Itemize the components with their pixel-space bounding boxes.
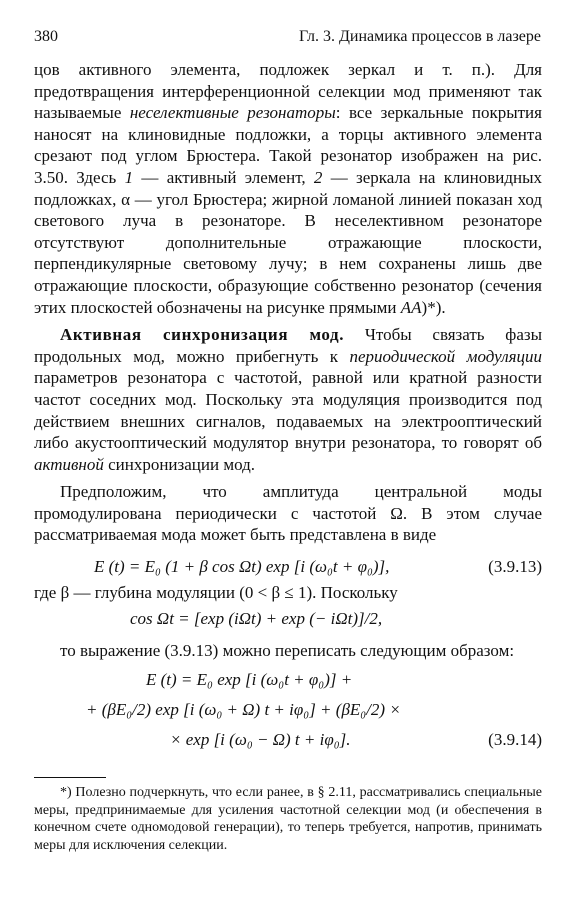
term-nonselective-resonators: неселективные резонаторы <box>129 103 336 123</box>
equation-3-9-13 <box>34 552 542 582</box>
text-run: цов активного элемента, подложек зеркал и т. п.). Для предотвращения интерференционной селекции мод применяют так называемые <box>34 60 542 123</box>
text-run: параметров резонатора с частотой, равной или кратной разности частот соседних мод. Поскольку эта модуляция производится под действием внешних сигналов, подаваемых на электрооптический либо акустооптический модулятор внутри резонатора, то говорят об <box>34 368 542 453</box>
paragraph-active-mode-locking <box>34 324 542 475</box>
text-run: : все зеркальные покрытия наносят на клиновидные подложки, а торцы активного элемента срезают под углом Брюстера. Такой резонатор изображен на рис. 3.50. Здесь <box>34 103 542 187</box>
equation-cos-identity <box>34 604 542 634</box>
text-run: )*). <box>421 297 446 317</box>
equation-3-9-14-line-1 <box>34 665 542 695</box>
equation-expression: + (βE₀/2) exp [i (ω₀ + Ω) t + iφ₀] + (βE₀/2) × <box>86 700 401 720</box>
paragraph-assumption: Предположим, что амплитуда центральной моды промодулирована периодически с частотой Ω. В этом случае рассматриваемая мода может быть представлена в виде <box>34 482 542 545</box>
label-2: 2 <box>313 167 323 187</box>
equation-expression: cos Ωt = [exp (iΩt) + exp (− iΩt)]/2, <box>130 608 383 628</box>
term-active: активной <box>34 454 104 474</box>
equation-expression: E (t) = E₀ exp [i (ω₀t + φ₀)] + <box>146 670 353 690</box>
text-run: синхронизации мод. <box>103 454 255 474</box>
equation-3-9-14-line-2 <box>34 695 542 725</box>
running-header <box>34 26 541 48</box>
footnote-text: *) Полезно подчеркнуть, что если ранее, в § 2.11, рассматривались специальные меры, предпринимаемые для усиления частотной селекции мод (и обеспечения в конечном счете одномодовой генерации), то теперь требуется, напротив, принимать меры для исключения селекции. <box>34 785 542 853</box>
paragraph-nonselective-resonators <box>34 59 542 318</box>
equation-expression: E (t) = E₀ (1 + β cos Ωt) exp [i (ω₀t + φ₀)], <box>94 557 390 577</box>
main-text <box>34 59 542 755</box>
page-number: 380 <box>34 28 58 45</box>
footnote-rule <box>34 777 106 778</box>
running-title: Гл. 3. Динамика процессов в лазере <box>298 28 541 45</box>
section-run-in-heading: Активная синхронизация мод. <box>60 325 345 345</box>
equation-number: (3.9.13) <box>488 557 542 577</box>
text-run: — зеркала на клиновидных подложках, α — угол Брюстера; жирной ломаной линией показан ход светового луча в резонаторе. В неселективном резонаторе отсутствуют дополнительные отражающие плоскости, перпендикулярные световому лучу; в нем сохранены лишь две отражающие плоскости, образующие собственно резонатор (сечения этих плоскостей обозначены на рисунке прямыми <box>34 167 542 317</box>
label-1: 1 <box>124 167 134 187</box>
text-run: — активный элемент, <box>133 167 314 187</box>
label-aa: AA <box>400 297 422 317</box>
equation-expression: × exp [i (ω₀ − Ω) t + iφ₀]. <box>170 730 351 750</box>
term-periodic-modulation: периодической модуляции <box>349 346 543 366</box>
equation-number: (3.9.14) <box>488 730 542 750</box>
paragraph-beta-definition: где β — глубина модуляции (0 < β ≤ 1). Поскольку <box>34 583 398 603</box>
equation-3-9-14-line-3 <box>34 725 542 755</box>
text-run: Чтобы связать фазы продольных мод, можно прибегнуть к <box>34 325 542 366</box>
footnote <box>34 777 542 854</box>
paragraph-rewrite: то выражение (3.9.13) можно переписать следующим образом: <box>60 640 515 660</box>
